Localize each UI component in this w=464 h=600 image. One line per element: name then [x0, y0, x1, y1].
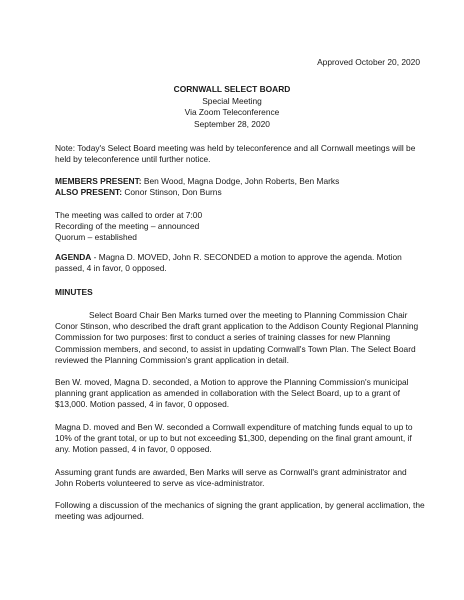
minutes-paragraph-4: Assuming grant funds are awarded, Ben Marks will serve as Cornwall's grant administrator and John Roberts volunteered to serve as vice-administrator.	[55, 467, 407, 489]
recording-line: Recording of the meeting – announced	[55, 221, 200, 232]
also-present-line	[55, 187, 425, 198]
approval-date: Approved October 20, 2020	[317, 57, 420, 67]
members-present-value: Ben Wood, Magna Dodge, John Roberts, Ben Marks	[143, 176, 340, 186]
minutes-paragraph-1: Select Board Chair Ben Marks turned over the meeting to Planning Commission Chair Conor Stinson, who described the draft grant application to the Addison County Regional Planning Commission for two purposes: first to conduct a series of training classes for new Planning Commission members, and second, to assist in updating Cornwall's Town Plan. The Select Board reviewed the Planning Commission's grant application in detail.	[55, 310, 419, 365]
board-title: CORNWALL SELECT BOARD	[173, 84, 291, 94]
agenda-label: AGENDA	[55, 252, 92, 262]
quorum-line: Quorum – established	[55, 232, 137, 243]
minutes-paragraph-5: Following a discussion of the mechanics of signing the grant application, by general acclimation, the meeting was adjourned.	[55, 500, 425, 522]
call-to-order-line: The meeting was called to order at 7:00	[55, 210, 203, 220]
members-present-line	[55, 176, 425, 187]
minutes-heading: MINUTES	[55, 287, 93, 297]
minutes-paragraph-2: Ben W. moved, Magna D. seconded, a Motion to approve the Planning Commission's municipal planning grant application as amended in collaboration with the Select Board, up to a grant of $13,000. Motion passed, 4 in favor, 0 opposed.	[55, 377, 409, 410]
minutes-paragraph-3: Magna D. moved and Ben W. seconded a Cornwall expenditure of matching funds equal to up to 10% of the grant total, or up to but not exceeding $1,300, depending on the final grant amount, if any. Motion passed, 4 in favor, 0 opposed.	[55, 422, 413, 455]
document-header	[0, 84, 464, 130]
agenda-paragraph	[55, 252, 425, 274]
agenda-text: - Magna D. MOVED, John R. SECONDED a motion to approve the agenda. Motion passed, 4 in favor, 0 opposed.	[55, 252, 402, 274]
teleconference-note: Note: Today's Select Board meeting was held by teleconference and all Cornwall meetings will be held by teleconference until further notice.	[55, 143, 416, 165]
members-present-label: MEMBERS PRESENT:	[55, 176, 142, 186]
attendance-section	[55, 176, 425, 198]
meeting-venue: Via Zoom Teleconference	[184, 107, 280, 118]
meeting-type: Special Meeting	[202, 95, 262, 106]
also-present-value: Conor Stinson, Don Burns	[124, 187, 222, 198]
also-present-label: ALSO PRESENT:	[55, 187, 123, 198]
call-to-order-section	[55, 210, 425, 244]
meeting-date: September 28, 2020	[194, 118, 270, 129]
